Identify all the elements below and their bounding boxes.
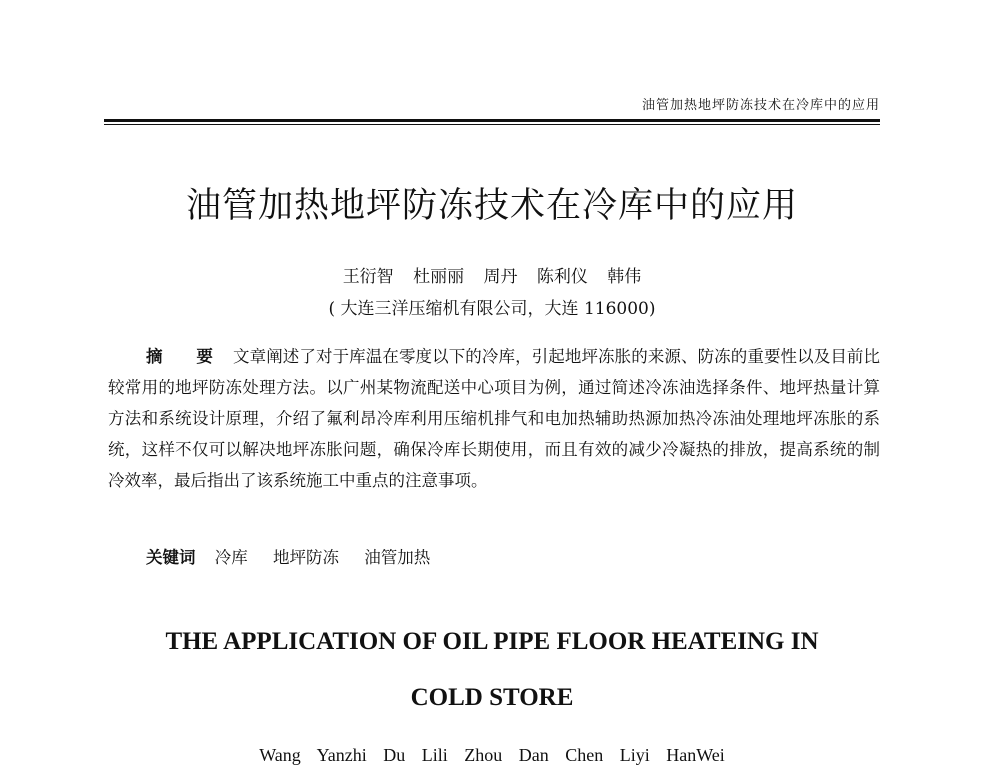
english-title-line: THE APPLICATION OF OIL PIPE FLOOR HEATEING IN bbox=[165, 628, 819, 655]
abstract bbox=[108, 341, 880, 496]
running-head: 油管加热地坪防冻技术在冷库中的应用 bbox=[641, 98, 880, 113]
keyword: 油管加热 bbox=[364, 548, 431, 567]
keywords-label: 关键词 bbox=[146, 548, 196, 567]
keywords bbox=[146, 544, 450, 568]
authors: 王衍智 杜丽丽 周丹 陈利仪 韩伟 bbox=[342, 267, 642, 287]
abstract-text: 文章阐述了对于库温在零度以下的冷库，引起地坪冻胀的来源、防冻的重要性以及目前比较常用的地坪防冻处理方法。以广州某物流配送中心项目为例，通过简述冷冻油选择条件、地坪热量计算方法和系统设计原理，介绍了氟利昂冷库利用压缩机排气和电加热辅助热源加热冷冻油处理地坪冻胀的系统，这样不仅可以解决地坪冻胀问题，确保冷库长期使用，而且有效的减少冷凝热的排放，提高系统的制冷效率，最后指出了该系统施工中重点的注意事项。 bbox=[108, 347, 881, 490]
keyword: 冷库 bbox=[214, 548, 248, 567]
affiliation: ( 大连三洋压缩机有限公司，大连 116000) bbox=[328, 299, 656, 319]
english-authors: Wang Yanzhi Du Lili Zhou Dan Chen Liyi HanWei bbox=[259, 745, 725, 765]
paper-title: 油管加热地坪防冻技术在冷库中的应用 bbox=[185, 186, 798, 226]
keyword: 地坪防冻 bbox=[273, 548, 339, 567]
header-rule-thick bbox=[104, 119, 880, 122]
abstract-label: 摘 要 bbox=[146, 347, 228, 366]
header-rule-thin bbox=[104, 124, 880, 125]
english-title-line: COLD STORE bbox=[410, 684, 574, 711]
english-title bbox=[104, 614, 880, 726]
